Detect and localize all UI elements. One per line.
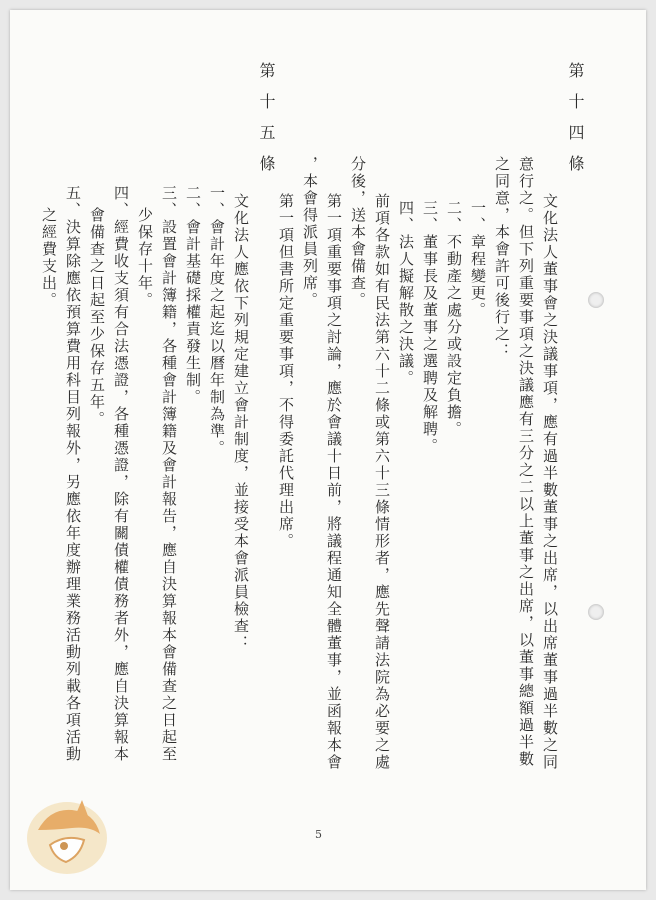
article-14-line-4: 前項各款如有民法第六十二條或第六十三條情形者，應先聲請法院為必要之處 — [373, 193, 391, 771]
article-15-item-3: 三、設置會計簿籍，各種會計簿籍及會計報告，應自決算報本會備查之日起至 — [160, 185, 178, 763]
article-14-heading: 第十四條 — [566, 62, 585, 186]
article-15-item-1: 一、會計年度之起迄以曆年制為準。 — [208, 185, 226, 457]
article-15-item-2: 二、會計基礎採權責發生制。 — [184, 185, 202, 406]
article-15-line-1: 文化法人應依下列規定建立會計制度，並接受本會派員檢查： — [232, 193, 250, 652]
punch-hole-bottom — [588, 604, 604, 620]
document-page — [10, 10, 646, 890]
article-14-line-1: 文化法人董事會之決議事項，應有過半數董事之出席，以出席董事過半數之同 — [541, 193, 559, 771]
article-14-item-4: 四、法人擬解散之決議。 — [397, 200, 415, 387]
article-14-line-3: 之同意，本會許可後行之： — [493, 156, 511, 360]
article-15-item-5-cont: 之經費支出。 — [40, 207, 58, 309]
punch-hole-top — [588, 292, 604, 308]
article-14-line-8: 第一項但書所定重要事項，不得委託代理出席。 — [277, 193, 295, 550]
article-15-item-4-cont: 會備查之日起至少保存五年。 — [88, 207, 106, 428]
article-14-item-1: 一、章程變更。 — [469, 200, 487, 319]
watermark-logo-icon — [20, 790, 115, 880]
article-15-item-5: 五、決算除應依預算費用科目列報外，另應依年度辦理業務活動列載各項活動 — [64, 185, 82, 763]
article-15-item-4: 四、經費收支須有合法憑證，各種憑證，除有關債權債務者外，應自決算報本 — [112, 185, 130, 763]
article-14-line-7: ，本會得派員列席。 — [301, 156, 319, 309]
page-number: 5 — [315, 828, 322, 841]
article-14-item-2: 二、不動產之處分或設定負擔。 — [445, 200, 463, 438]
article-14-line-5: 分後，送本會備查。 — [349, 156, 367, 309]
article-14-line-2: 意行之。但下列重要事項之決議應有三分之二以上董事之出席，以董事總額過半數 — [517, 156, 535, 768]
article-14-line-6: 第一項重要事項之討論，應於會議十日前，將議程通知全體董事，並函報本會 — [325, 193, 343, 771]
article-15-heading: 第十五條 — [257, 62, 276, 186]
article-15-item-3-cont: 少保存十年。 — [136, 207, 154, 309]
article-14-item-3: 三、董事長及董事之選聘及解聘。 — [421, 200, 439, 455]
